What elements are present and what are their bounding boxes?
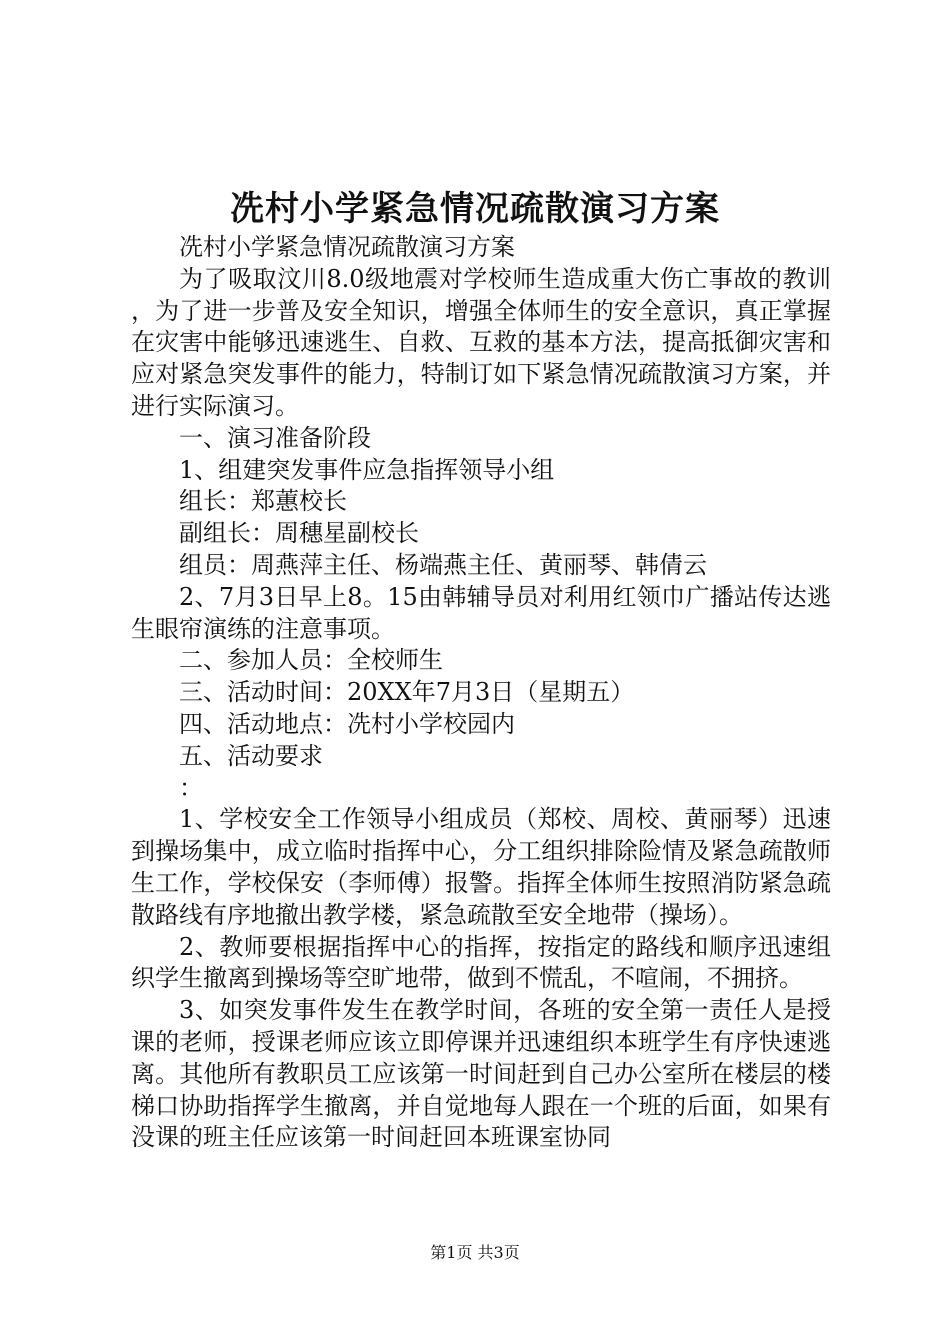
paragraph-item-1: 1、组建突发事件应急指挥领导小组 [179,455,555,484]
paragraph-requirement-2: 2、教师要根据指挥中心的指挥，按指定的路线和顺序迅速组织学生撤离到操场等空旷地带，做到不慌乱，不喧闹，不拥挤。 [131,932,831,993]
paragraph-colon: ： [179,773,203,802]
section-heading-participants: 二、参加人员：全校师生 [179,646,443,675]
paragraph-requirement-1: 1、学校安全工作领导小组成员（郑校、周校、黄丽琴）迅速到操场集中，成立临时指挥中心，分工组织排除险情及紧急疏散师生工作，学校保安（李师傅）报警。指挥全体师生按照消防紧急疏散路线有序地撤出教学楼，紧急疏散至安全地带（操场）。 [131,805,831,929]
paragraph-requirement-3: 3、如突发事件发生在教学时间，各班的安全第一责任人是授课的老师，授课老师应该立即停课并迅速组织本班学生有序快速逃离。其他所有教职员工应该第一时间赶到自己办公室所在楼层的楼梯口协助指挥学生撤离，并自觉地每人跟在一个班的后面，如果有没课的班主任应该第一时间赶回本班课室协同 [131,996,831,1152]
document-title: 冼村小学紧急情况疏散演习方案 [230,189,720,229]
paragraph-item-2: 2、7月3日早上8。15由韩辅导员对利用红领巾广播站传达逃生眼帘演练的注意事项。 [131,582,831,643]
section-heading-preparation: 一、演习准备阶段 [179,423,371,452]
paragraph-deputy-leader: 副组长：周穗星副校长 [179,519,419,548]
document-body [131,232,831,1154]
paragraph-leader: 组长：郑蕙校长 [179,487,347,516]
paragraph-members: 组员：周燕萍主任、杨端燕主任、黄丽琴、韩倩云 [179,550,707,579]
section-heading-requirements: 五、活动要求 [179,741,323,770]
page-footer: 第1页 共3页 [430,1243,520,1262]
paragraph-subtitle: 冼村小学紧急情况疏散演习方案 [179,233,515,261]
section-heading-time: 三、活动时间：20XX年7月3日（星期五） [179,678,635,707]
paragraph-intro: 为了吸取汶川8.0级地震对学校师生造成重大伤亡事故的教训，为了进一步普及安全知识，增强全体师生的安全意识，真正掌握在灾害中能够迅速逃生、自救、互救的基本方法，提高抵御灾害和应对紧急突发事件的能力，特制订如下紧急情况疏散演习方案，并进行实际演习。 [131,264,831,420]
section-heading-location: 四、活动地点：冼村小学校园内 [179,709,515,738]
